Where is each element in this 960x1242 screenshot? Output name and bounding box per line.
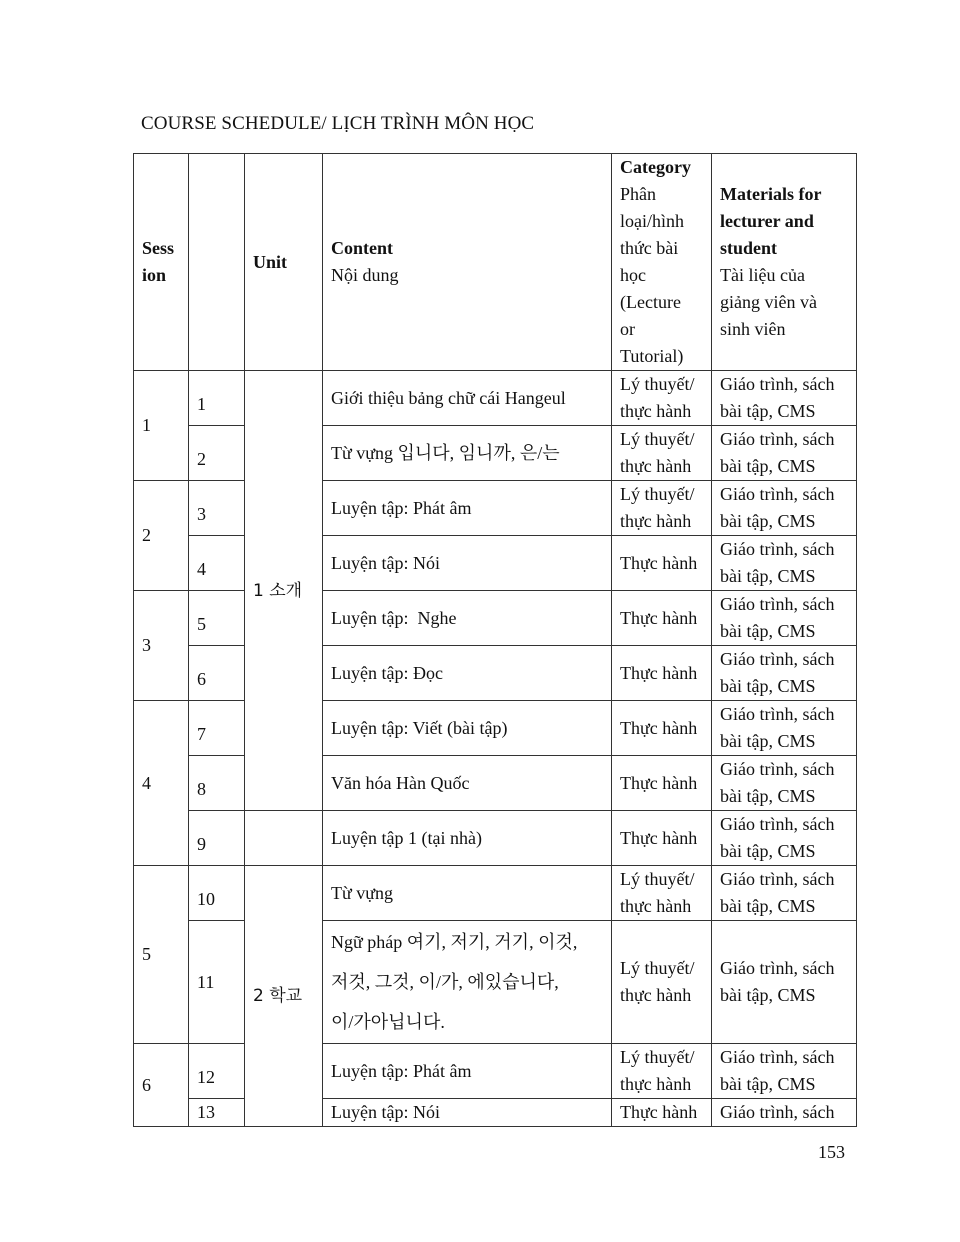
header-session: Sess ion [134, 154, 189, 371]
content-cell: Luyện tập: Nghe [323, 591, 612, 646]
row-number: 11 [189, 921, 245, 1044]
row-number: 6 [189, 646, 245, 701]
row-number: 10 [189, 866, 245, 921]
row-number: 13 [189, 1099, 245, 1127]
content-cell: Văn hóa Hàn Quốc [323, 756, 612, 811]
header-unit: Unit [245, 154, 323, 371]
category-cell: Thực hành [612, 646, 712, 701]
row-number: 1 [189, 371, 245, 426]
table-row [134, 1099, 857, 1127]
table-row [134, 646, 857, 701]
header-category: Category Phân loại/hình thức bài học (Lecture or Tutorial) [612, 154, 712, 371]
row-number: 9 [189, 811, 245, 866]
category-cell: Thực hành [612, 536, 712, 591]
row-number: 3 [189, 481, 245, 536]
row-number: 4 [189, 536, 245, 591]
category-cell: Thực hành [612, 811, 712, 866]
category-cell: Lý thuyết/ thực hành [612, 866, 712, 921]
materials-cell: Giáo trình, sách bài tập, CMS [712, 646, 857, 701]
header-blank [189, 154, 245, 371]
session-cell: 2 [134, 481, 189, 591]
unit-cell: 2 학교 [245, 866, 323, 1127]
table-row [134, 481, 857, 536]
content-cell: Luyện tập: Nói [323, 536, 612, 591]
table-row [134, 701, 857, 756]
category-cell: Thực hành [612, 701, 712, 756]
content-cell: Từ vựng 입니다, 임니까, 은/는 [323, 426, 612, 481]
content-cell: Luyện tập: Phát âm [323, 481, 612, 536]
page-number: 153 [818, 1142, 845, 1162]
category-cell: Lý thuyết/ thực hành [612, 921, 712, 1044]
content-cell: Luyện tập: Viết (bài tập) [323, 701, 612, 756]
row-number: 7 [189, 701, 245, 756]
content-cell: Ngữ pháp 여기, 저기, 거기, 이것, 저것, 그것, 이/가, 에있습니다, 이/가아닙니다. [323, 921, 612, 1044]
materials-cell: Giáo trình, sách bài tập, CMS [712, 536, 857, 591]
page-title: COURSE SCHEDULE/ LỊCH TRÌNH MÔN HỌC [141, 113, 535, 134]
table-row [134, 921, 857, 1044]
materials-cell: Giáo trình, sách bài tập, CMS [712, 591, 857, 646]
category-cell: Thực hành [612, 756, 712, 811]
category-cell: Thực hành [612, 591, 712, 646]
table-row [134, 866, 857, 921]
materials-cell: Giáo trình, sách bài tập, CMS [712, 921, 857, 1044]
session-cell: 5 [134, 866, 189, 1044]
content-cell: Từ vựng [323, 866, 612, 921]
row-number: 12 [189, 1044, 245, 1099]
row-number: 5 [189, 591, 245, 646]
table-row [134, 1044, 857, 1099]
row-number: 2 [189, 426, 245, 481]
table-row [134, 811, 857, 866]
header-materials: Materials for lecturer and student Tài liệu của giảng viên và sinh viên [712, 154, 857, 371]
materials-cell: Giáo trình, sách bài tập, CMS [712, 756, 857, 811]
category-cell: Lý thuyết/ thực hành [612, 1044, 712, 1099]
table-row [134, 426, 857, 481]
content-cell: Giới thiệu bảng chữ cái Hangeul [323, 371, 612, 426]
materials-cell: Giáo trình, sách [712, 1099, 857, 1127]
category-cell: Thực hành [612, 1099, 712, 1127]
table-row [134, 536, 857, 591]
unit-cell-empty [245, 811, 323, 866]
unit-cell: 1 소개 [245, 371, 323, 811]
materials-cell: Giáo trình, sách bài tập, CMS [712, 1044, 857, 1099]
table-row [134, 591, 857, 646]
session-cell: 3 [134, 591, 189, 701]
materials-cell: Giáo trình, sách bài tập, CMS [712, 701, 857, 756]
content-cell: Luyện tập: Nói [323, 1099, 612, 1127]
content-cell: Luyện tập: Phát âm [323, 1044, 612, 1099]
course-schedule-table [133, 153, 857, 1127]
materials-cell: Giáo trình, sách bài tập, CMS [712, 481, 857, 536]
materials-cell: Giáo trình, sách bài tập, CMS [712, 371, 857, 426]
session-cell: 4 [134, 701, 189, 866]
row-number: 8 [189, 756, 245, 811]
category-cell: Lý thuyết/ thực hành [612, 426, 712, 481]
content-cell: Luyện tập: Đọc [323, 646, 612, 701]
session-cell: 6 [134, 1044, 189, 1127]
category-cell: Lý thuyết/ thực hành [612, 371, 712, 426]
materials-cell: Giáo trình, sách bài tập, CMS [712, 426, 857, 481]
table-row [134, 371, 857, 426]
table-row [134, 756, 857, 811]
session-cell: 1 [134, 371, 189, 481]
materials-cell: Giáo trình, sách bài tập, CMS [712, 811, 857, 866]
header-content: Content Nội dung [323, 154, 612, 371]
category-cell: Lý thuyết/ thực hành [612, 481, 712, 536]
header-row [134, 154, 857, 371]
materials-cell: Giáo trình, sách bài tập, CMS [712, 866, 857, 921]
content-cell: Luyện tập 1 (tại nhà) [323, 811, 612, 866]
